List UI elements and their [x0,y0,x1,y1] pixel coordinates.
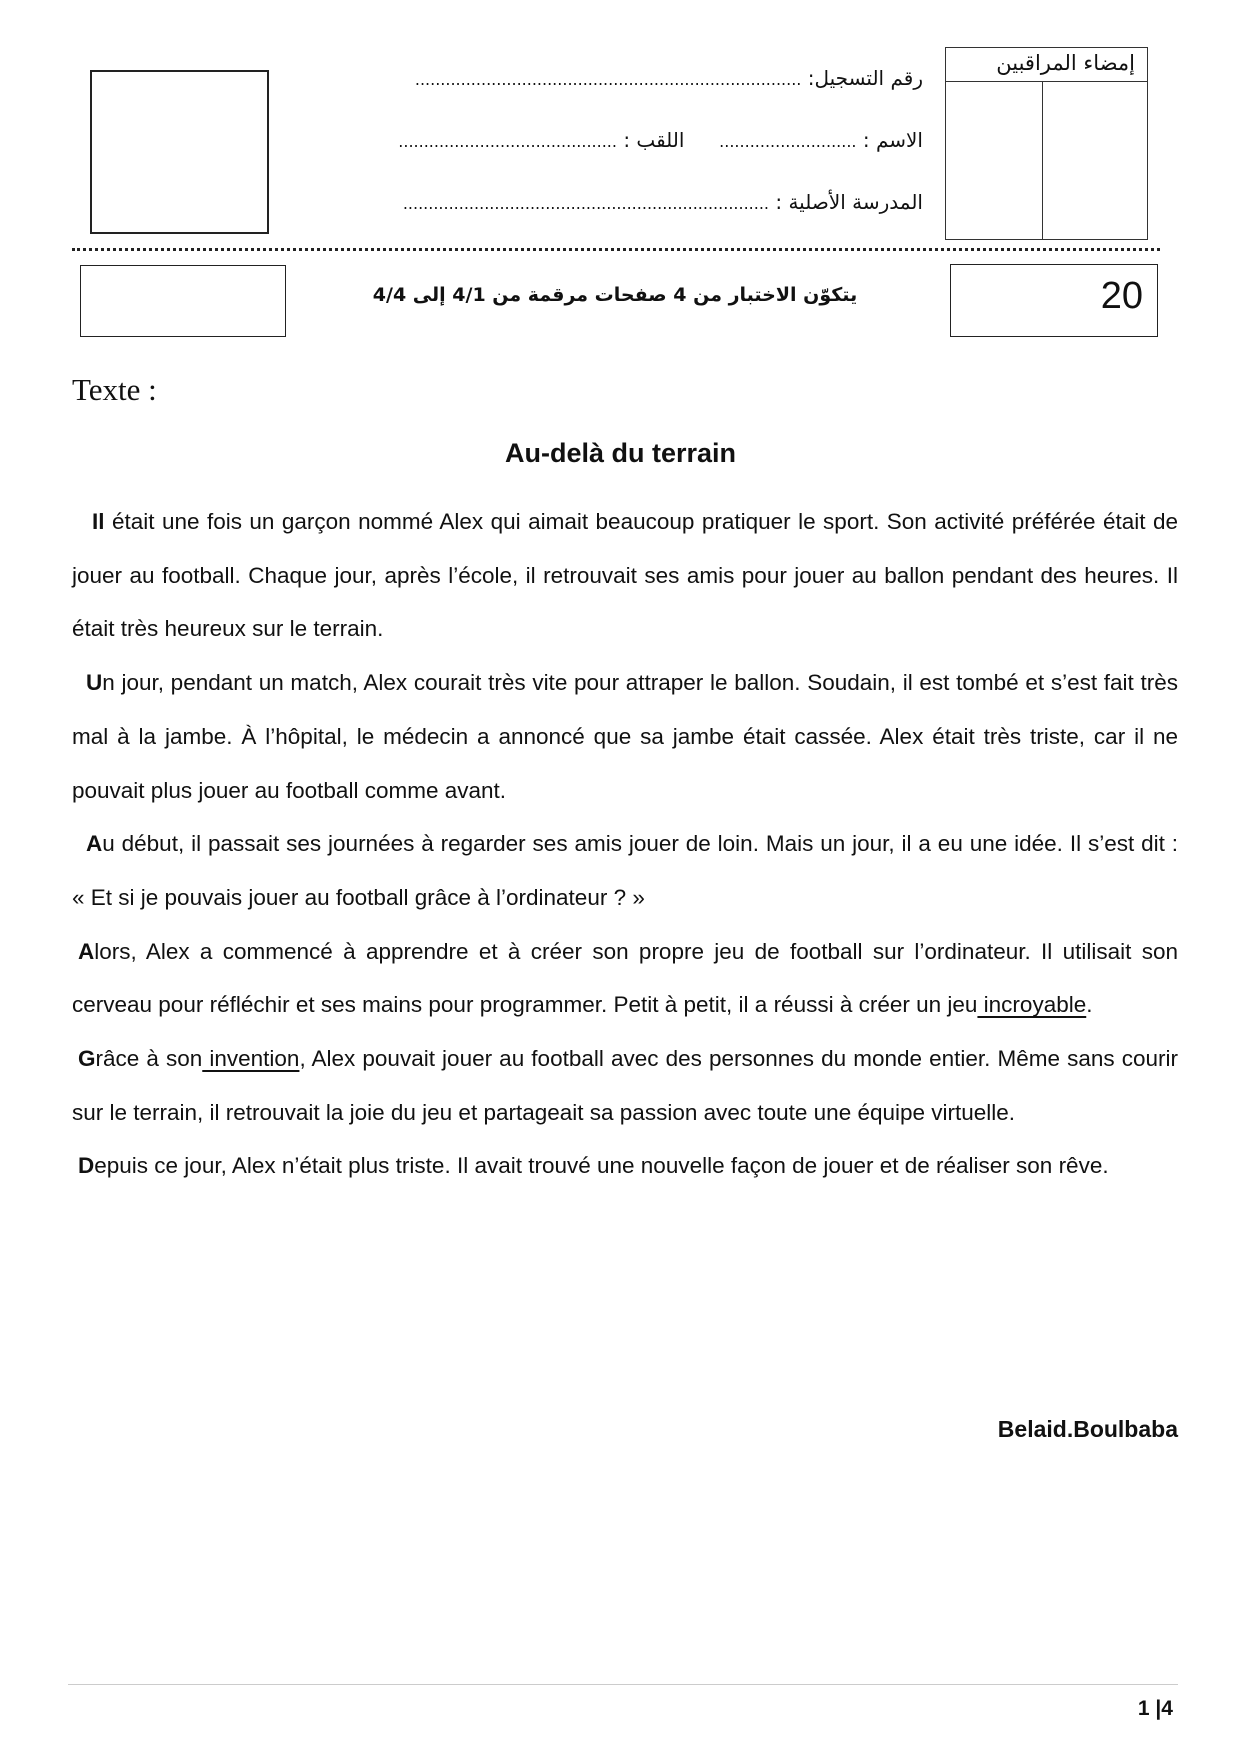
paragraph-lead: Il [92,509,105,534]
first-name-dots: ........................... [719,132,857,151]
paragraph [72,817,1178,924]
author-signature: Belaid.Boulbaba [997,1416,1178,1442]
paragraph-text: était une fois un garçon nommé Alex qui aimait beaucoup pratiquer le sport. Son activité préférée était de jouer au football. Chaque jour, après l’école, il retrouvait ses amis pour jouer au ballon pendant des heures. Il était très heureux sur le terrain. [72,509,1178,642]
school-field[interactable] [403,190,923,214]
paragraph [72,495,1178,656]
text-title: Au-delà du terrain [504,438,737,468]
paragraph-lead: G [78,1046,96,1072]
registration-number-label: رقم التسجيل: [807,66,923,90]
paragraph-text: n jour, pendant un match, Alex courait très vite pour attraper le ballon. Soudain, il est tombé et s’est fait très mal à la jambe. À l’hôpital, le médecin a annoncé que sa jambe était cassée. Alex était très triste, car il ne pouvait plus jouer au football comme avant. [72,670,1178,803]
paragraph-text-end: , Alex pouvait jouer au football avec des personnes du monde entier. Même sans courir sur le terrain, il retrouvait la joie du jeu et partageait sa passion avec toute une équipe virtuelle. [72,1046,1178,1125]
grade-total-box [950,264,1158,337]
name-field[interactable] [398,128,923,152]
grade-total: 20 [1100,275,1143,317]
paragraph [72,656,1178,817]
first-name-label: الاسم : [862,128,923,152]
paragraph-lead: A [86,831,103,857]
paragraph-lead: U [86,670,103,696]
paragraph [72,1032,1178,1139]
section-label: Texte : [72,372,157,407]
page-number: 1 |4 [1137,1697,1173,1720]
last-name-dots: ........................................... [398,132,617,151]
paragraph-text: râce à son [95,1046,203,1072]
supervisors-signature-box [945,47,1148,240]
last-name-label: اللقب : [623,128,685,152]
school-label: المدرسة الأصلية : [775,190,923,214]
registration-number-field[interactable] [415,66,923,90]
footer-rule [68,1684,1178,1685]
paragraph-text: u début, il passait ses journées à regarder ses amis jouer de loin. Mais un jour, il a eu une idée. Il s’est dit : « Et si je pouvais jouer au football grâce à l’ordinateur ? » [72,831,1178,910]
school-dots: ........................................................................ [402,194,769,213]
supervisors-signature-label: إمضاء المراقبين [946,48,1147,82]
score-box [80,265,286,337]
paragraph-text-end: . [1086,992,1093,1018]
paragraph-lead: D [78,1153,95,1179]
paragraph [72,925,1178,1032]
photo-box [90,70,269,234]
paragraph [72,1139,1178,1193]
paragraph-lead: A [78,938,95,964]
underlined-word-incroyable: incroyable [977,992,1087,1018]
signature-column-divider [1042,81,1043,239]
underlined-word-invention: invention [202,1046,300,1072]
paragraph-text: lors, Alex a commencé à apprendre et à créer son propre jeu de football sur l’ordinateur. Il utilisait son cerveau pour réfléchir et ses mains pour programmer. Petit à petit, il a réussi à créer un jeu [72,938,1178,1018]
dotted-separator [72,248,1160,251]
registration-number-dots: ............................................................................ [414,70,802,89]
text-body [72,495,1178,1193]
pages-note: يتكوّن الاختبار من 4 صفحات مرقمة من 4/1 إلى 4/4 [372,284,858,306]
paragraph-text: epuis ce jour, Alex n’était plus triste. Il avait trouvé une nouvelle façon de jouer et de réaliser son rêve. [94,1153,1109,1179]
